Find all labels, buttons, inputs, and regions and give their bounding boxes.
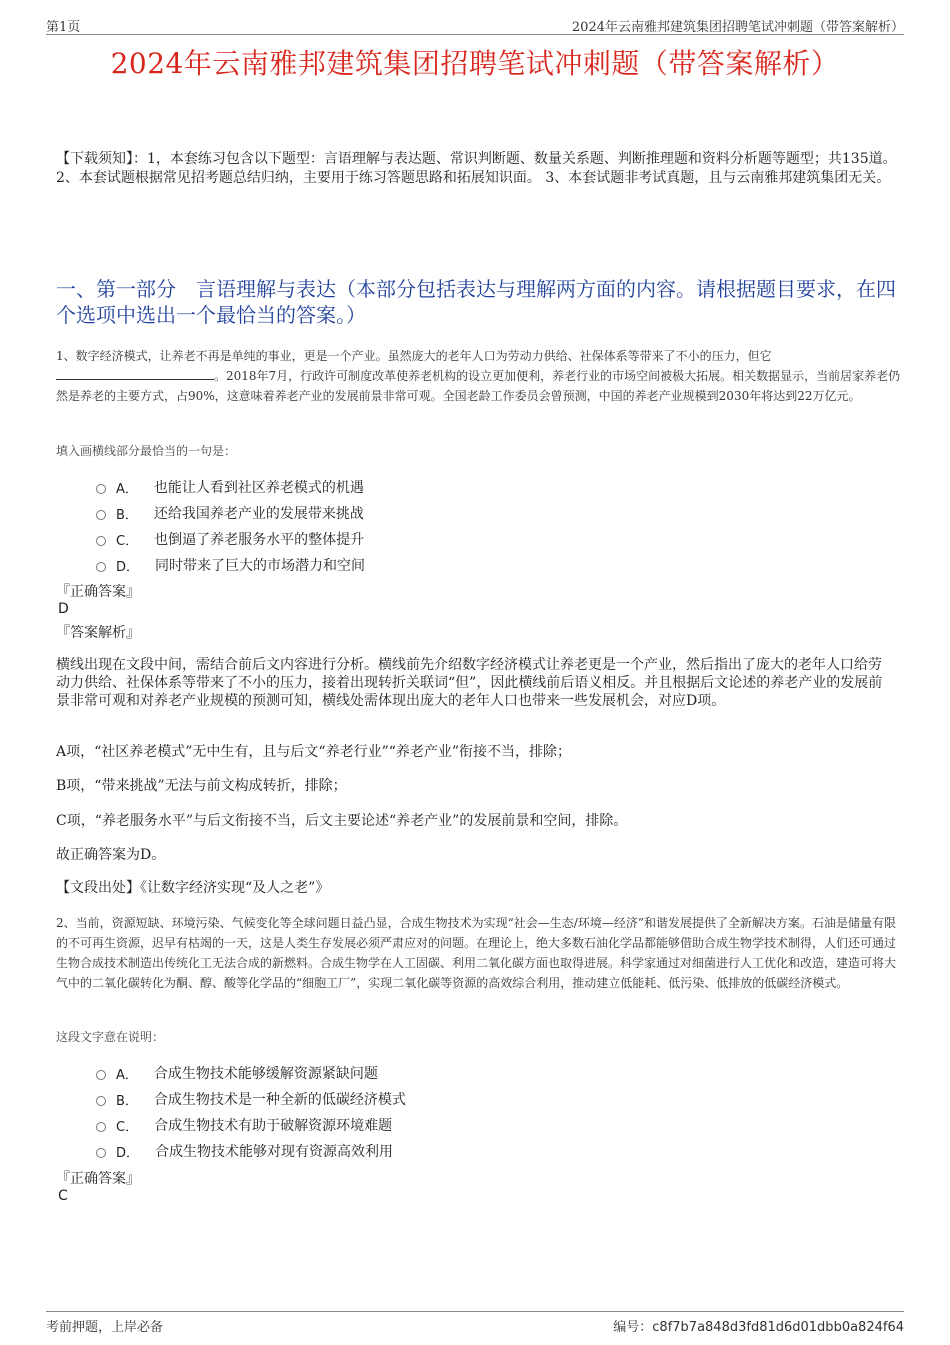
question-2-answer-label: 『正确答案』 xyxy=(56,1171,140,1187)
footer-slogan: 考前押题，上岸必备 xyxy=(46,1320,164,1335)
option-letter: C． xyxy=(116,1119,139,1135)
radio-icon[interactable] xyxy=(96,536,106,546)
option-text: 也能让人看到社区养老模式的机遇 xyxy=(153,480,364,496)
question-2-option-c[interactable] xyxy=(96,1112,796,1138)
option-letter: A． xyxy=(116,481,138,497)
question-2-prompt: 这段文字意在说明： xyxy=(56,1030,165,1044)
question-1-analysis: 横线出现在文段中间，需结合前后文内容进行分析。横线前先介绍数字经济模式让养老更是一个产业，然后指出了庞大的老年人口给劳动力供给、社保体系等带来了不小的压力，接着出现转折关联词“但”，因此横线前后语义相反。并且根据后文论述的养老产业的发展前景非常可观和对养老产业规模的预测可知，横线处需体现出庞大的老年人口也带来一些发展机会，对应D项。 xyxy=(56,657,883,709)
question-2-answer: C xyxy=(58,1188,68,1204)
question-1-option-c[interactable] xyxy=(96,526,796,552)
page-number: 第1页 xyxy=(46,20,81,35)
question-1-options xyxy=(96,474,796,578)
option-letter: B． xyxy=(116,1093,138,1109)
radio-icon[interactable] xyxy=(96,1096,106,1106)
question-2-option-b[interactable] xyxy=(96,1086,796,1112)
option-letter: C． xyxy=(116,533,139,549)
option-letter: A． xyxy=(116,1067,138,1083)
option-text: 合成生物技术能够缓解资源紧缺问题 xyxy=(153,1066,378,1082)
question-2-text: 2、当前，资源短缺、环境污染、气候变化等全球问题日益凸显，合成生物技术为实现“社会—生态/环境—经济”和谐发展提供了全新解决方案。石油是储量有限的不可再生资源，迟早有枯竭的一天，这是人类生存发展必须严肃应对的问题。在理论上，绝大多数石油化学品都能够借助合成生物学技术制得，人们还可通过生物合成技术制造出传统化工无法合成的新燃料。合成生物学在人工固碳、利用二氧化碳方面也取得进展。科学家通过对细菌进行人工优化和改造，建造可将大气中的二氧化碳转化为酮、醇、酸等化学品的“细胞工厂”，实现二氧化碳等资源的高效综合利用，推动建立低能耗、低污染、低排放的低碳经济模式。 xyxy=(56,916,897,990)
download-notice: 【下载须知】：1，本套练习包含以下题型：言语理解与表达题、常识判断题、数量关系题、判断推理题和资料分析题等题型；共135道。 2、本套试题根据常见招考题总结归纳，主要用于练习答题思路和拓展知识面。 3、本套试题非考试真题，且与云南雅邦建筑集团无关。 xyxy=(56,151,897,186)
question-2-options xyxy=(96,1060,796,1164)
option-text: 合成生物技术有助于破解资源环境难题 xyxy=(154,1118,393,1134)
option-letter: B． xyxy=(116,507,138,523)
section-title: 一、第一部分 言语理解与表达（本部分包括表达与理解两方面的内容。请根据题目要求，在四个选项中选出一个最恰当的答案。） xyxy=(56,277,896,327)
question-2-option-d[interactable] xyxy=(96,1138,796,1164)
question-1-text-after: 。2018年7月，行政许可制度改革使养老机构的设立更加便利，养老行业的市场空间被极大拓展。相关数据显示，当前居家养老仍然是养老的主要方式，占90%，这意味着养老产业的发展前景非常可观。全国老龄工作委员会曾预测，中国的养老产业规模到2030年将达到22万亿元。 xyxy=(56,369,901,403)
option-text: 合成生物技术是一种全新的低碳经济模式 xyxy=(153,1092,406,1108)
question-1-text-before: 1、数字经济模式，让养老不再是单纯的事业，更是一个产业。虽然庞大的老年人口为劳动力供给、社保体系等带来了不小的压力，但它 xyxy=(56,349,772,363)
footer-code xyxy=(613,1316,904,1335)
option-text: 也倒逼了养老服务水平的整体提升 xyxy=(154,532,365,548)
page-footer xyxy=(46,1311,904,1334)
question-1-analysis-label: 『答案解析』 xyxy=(56,625,140,641)
question-1-option-a-note: A项，“社区养老模式”无中生有，且与后文“养老行业”“养老产业”衔接不当，排除； xyxy=(56,744,572,760)
footer-code-label: 编号： xyxy=(613,1320,653,1335)
header-doc-title: 2024年云南雅邦建筑集团招聘笔试冲刺题（带答案解析） xyxy=(571,20,904,35)
document-title: 2024年云南雅邦建筑集团招聘笔试冲刺题（带答案解析） xyxy=(110,47,840,80)
question-1-option-b-note: B项，“带来挑战”无法与前文构成转折，排除； xyxy=(56,778,347,794)
option-text: 同时带来了巨大的市场潜力和空间 xyxy=(155,558,366,574)
question-1-option-d[interactable] xyxy=(96,552,796,578)
radio-icon[interactable] xyxy=(96,1148,106,1158)
page-header xyxy=(46,14,904,35)
radio-icon[interactable] xyxy=(96,484,106,494)
question-1-option-b[interactable] xyxy=(96,500,796,526)
question-1-text xyxy=(56,346,902,406)
radio-icon[interactable] xyxy=(96,510,106,520)
question-1-option-c-note: C项，“养老服务水平”与后文衔接不当，后文主要论述“养老产业”的发展前景和空间，排除。 xyxy=(56,813,628,829)
option-letter: D． xyxy=(116,559,140,575)
radio-icon[interactable] xyxy=(96,1070,106,1080)
radio-icon[interactable] xyxy=(96,562,106,572)
radio-icon[interactable] xyxy=(96,1122,106,1132)
footer-code-value: c8f7b7a848d3fd81d6d01dbb0a824f64 xyxy=(652,1320,904,1335)
question-1-blank xyxy=(56,367,214,380)
question-2-option-a[interactable] xyxy=(96,1060,796,1086)
option-letter: D． xyxy=(116,1145,140,1161)
option-text: 合成生物技术能够对现有资源高效利用 xyxy=(155,1144,394,1160)
question-1-option-a[interactable] xyxy=(96,474,796,500)
question-1-conclusion: 故正确答案为D。 xyxy=(56,847,166,863)
option-text: 还给我国养老产业的发展带来挑战 xyxy=(153,506,364,522)
question-1-answer: D xyxy=(58,601,69,617)
question-1-answer-label: 『正确答案』 xyxy=(56,584,140,600)
question-1-prompt: 填入画横线部分最恰当的一句是： xyxy=(56,444,237,458)
question-1-source: 【文段出处】《让数字经济实现“及人之老”》 xyxy=(56,880,330,896)
